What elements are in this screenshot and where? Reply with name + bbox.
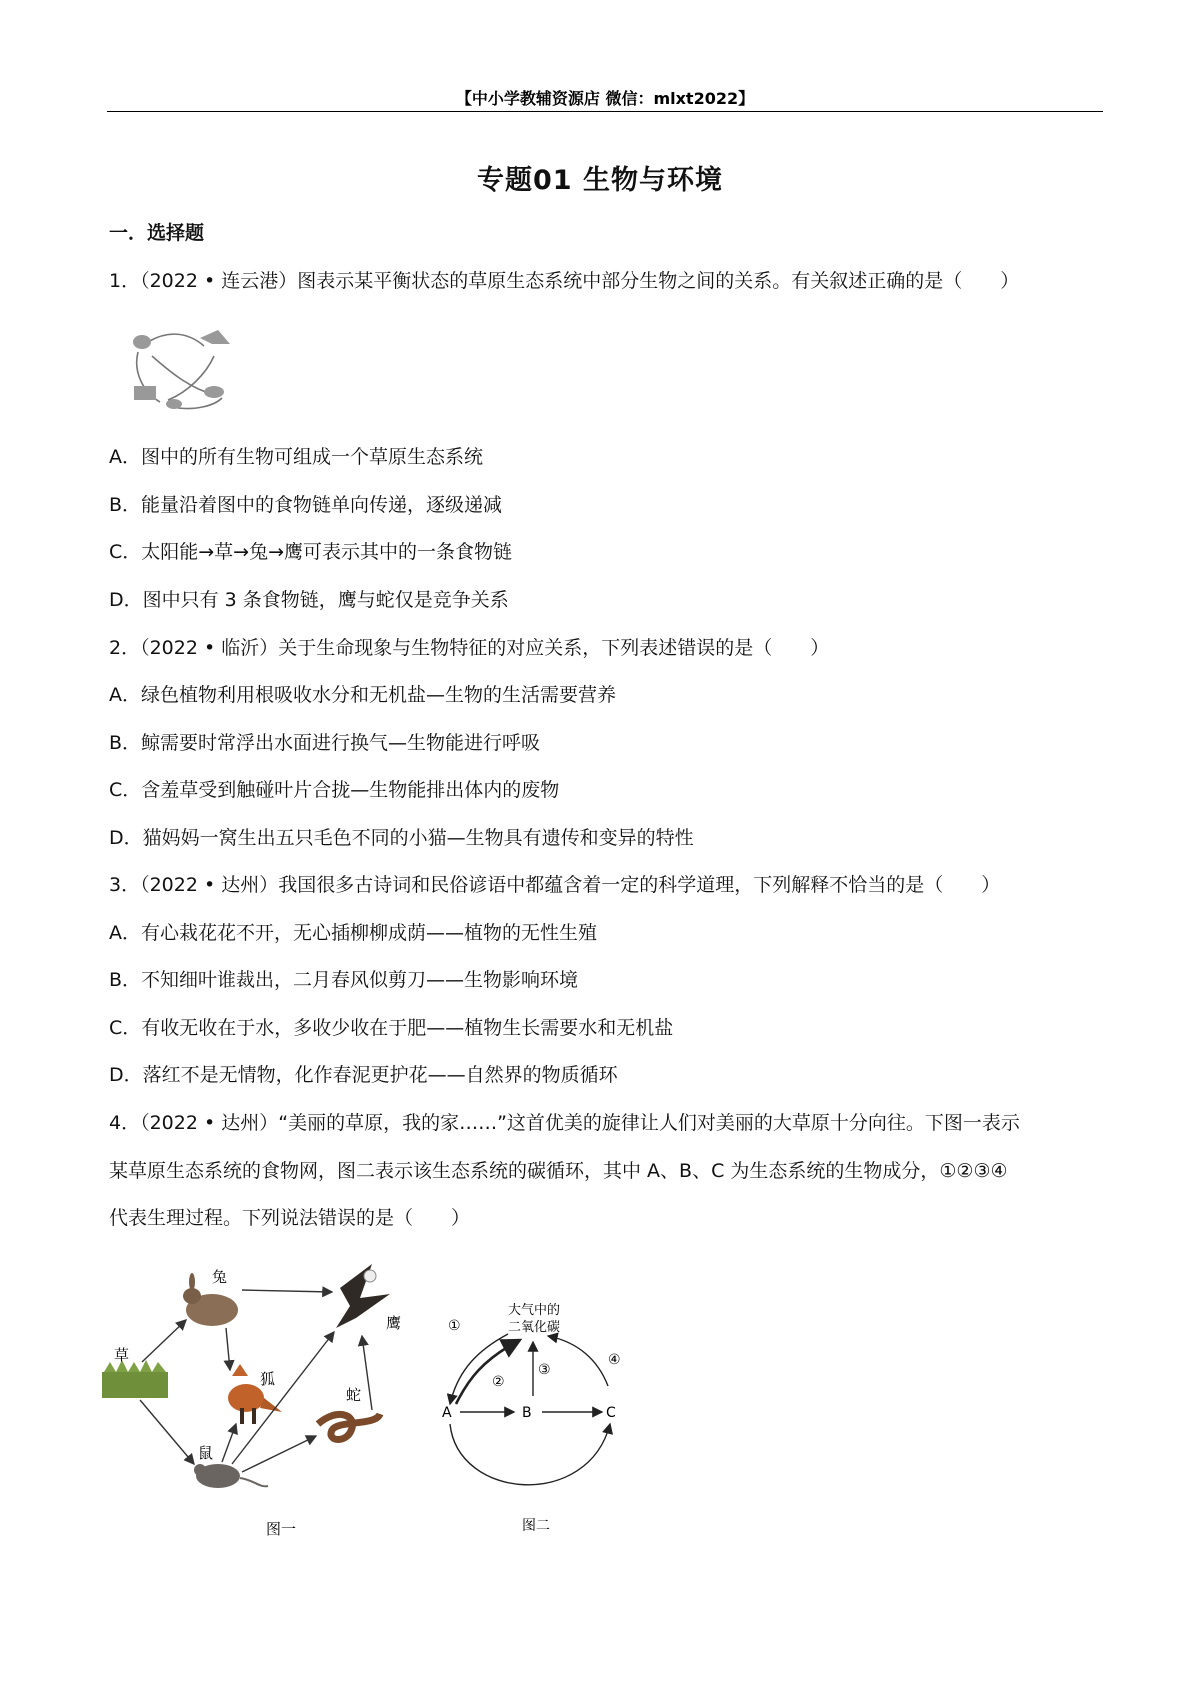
question-3-option-b: B．不知细叶谁裁出，二月春风似剪刀——生物影响环境 xyxy=(109,969,579,991)
question-1-option-d: D．图中只有 3 条食物链，鹰与蛇仅是竞争关系 xyxy=(109,589,509,611)
node-a-label: A xyxy=(442,1405,452,1421)
question-2-option-d: D．猫妈妈一窝生出五只毛色不同的小猫—生物具有遗传和变异的特性 xyxy=(109,827,694,849)
rabbit-icon xyxy=(183,1273,238,1326)
section-heading: 一．选择题 xyxy=(109,222,205,244)
question-1-option-c: C．太阳能→草→兔→鹰可表示其中的一条食物链 xyxy=(109,541,513,563)
co2-label-line-2: 二氧化碳 xyxy=(508,1320,561,1335)
node-c-label: C xyxy=(606,1405,616,1421)
figure-1-food-web xyxy=(100,1258,440,1538)
figure-2-carbon-cycle xyxy=(438,1300,648,1536)
question-1-option-a: A．图中的所有生物可组成一个草原生态系统 xyxy=(109,446,483,468)
question-3-option-c: C．有收无收在于水，多收少收在于肥——植物生长需要水和无机盐 xyxy=(109,1017,674,1039)
question-2-option-a: A．绿色植物利用根吸收水分和无机盐—生物的生活需要营养 xyxy=(109,684,616,706)
eagle-icon xyxy=(336,1264,390,1328)
process-1-label: ① xyxy=(448,1318,461,1334)
question-3-option-d: D．落红不是无情物，化作春泥更护花——自然界的物质循环 xyxy=(109,1064,618,1086)
question-4-stem-line-3: 代表生理过程。下列说法错误的是（ ） xyxy=(109,1207,471,1229)
question-1-food-web-image xyxy=(118,322,246,414)
question-1-stem: 1．（2022 • 连云港）图表示某平衡状态的草原生态系统中部分生物之间的关系。有关叙述正确的是（ ） xyxy=(109,270,1020,292)
process-3-label: ③ xyxy=(538,1362,551,1378)
question-2-option-b: B．鲸需要时常浮出水面进行换气—生物能进行呼吸 xyxy=(109,732,541,754)
question-1-option-b: B．能量沿着图中的食物链单向传递，逐级递减 xyxy=(109,494,503,516)
process-4-label: ④ xyxy=(608,1352,621,1368)
figure-1-caption: 图一 xyxy=(266,1520,297,1538)
question-4-stem-line-2: 某草原生态系统的食物网，图二表示该生态系统的碳循环，其中 A、B、C 为生态系统的生物成分，①②③④ xyxy=(109,1160,1008,1182)
question-2-stem: 2．（2022 • 临沂）关于生命现象与生物特征的对应关系，下列表述错误的是（ ） xyxy=(109,637,830,659)
header-divider xyxy=(107,111,1103,112)
grass-label: 草 xyxy=(114,1346,130,1364)
mouse-label: 鼠 xyxy=(198,1444,214,1462)
node-b-label: B xyxy=(522,1405,532,1421)
document-title: 专题01 生物与环境 xyxy=(477,165,723,196)
snake-label: 蛇 xyxy=(346,1386,362,1404)
rabbit-label: 兔 xyxy=(212,1268,228,1286)
co2-label-line-1: 大气中的 xyxy=(508,1303,561,1318)
question-4-stem-line-1: 4．（2022 • 达州）“美丽的草原，我的家……”这首优美的旋律让人们对美丽的大草原十分向往。下图一表示 xyxy=(109,1112,1020,1134)
figure-2-caption: 图二 xyxy=(522,1518,550,1534)
mouse-icon xyxy=(194,1464,268,1488)
question-3-option-a: A．有心栽花花不开，无心插柳柳成荫——植物的无性生殖 xyxy=(109,922,597,944)
question-3-stem: 3．（2022 • 达州）我国很多古诗词和民俗谚语中都蕴含着一定的科学道理，下列解释不恰当的是（ ） xyxy=(109,874,1001,896)
process-2-label: ② xyxy=(492,1374,505,1390)
eagle-label: 鹰 xyxy=(386,1314,402,1332)
fox-label: 狐 xyxy=(260,1370,276,1388)
question-2-option-c: C．含羞草受到触碰叶片合拢—生物能排出体内的废物 xyxy=(109,779,560,801)
grass-icon xyxy=(102,1360,168,1398)
snake-icon xyxy=(318,1414,380,1440)
page-header: 【中小学教辅资源店 微信：mlxt2022】 xyxy=(455,89,755,108)
